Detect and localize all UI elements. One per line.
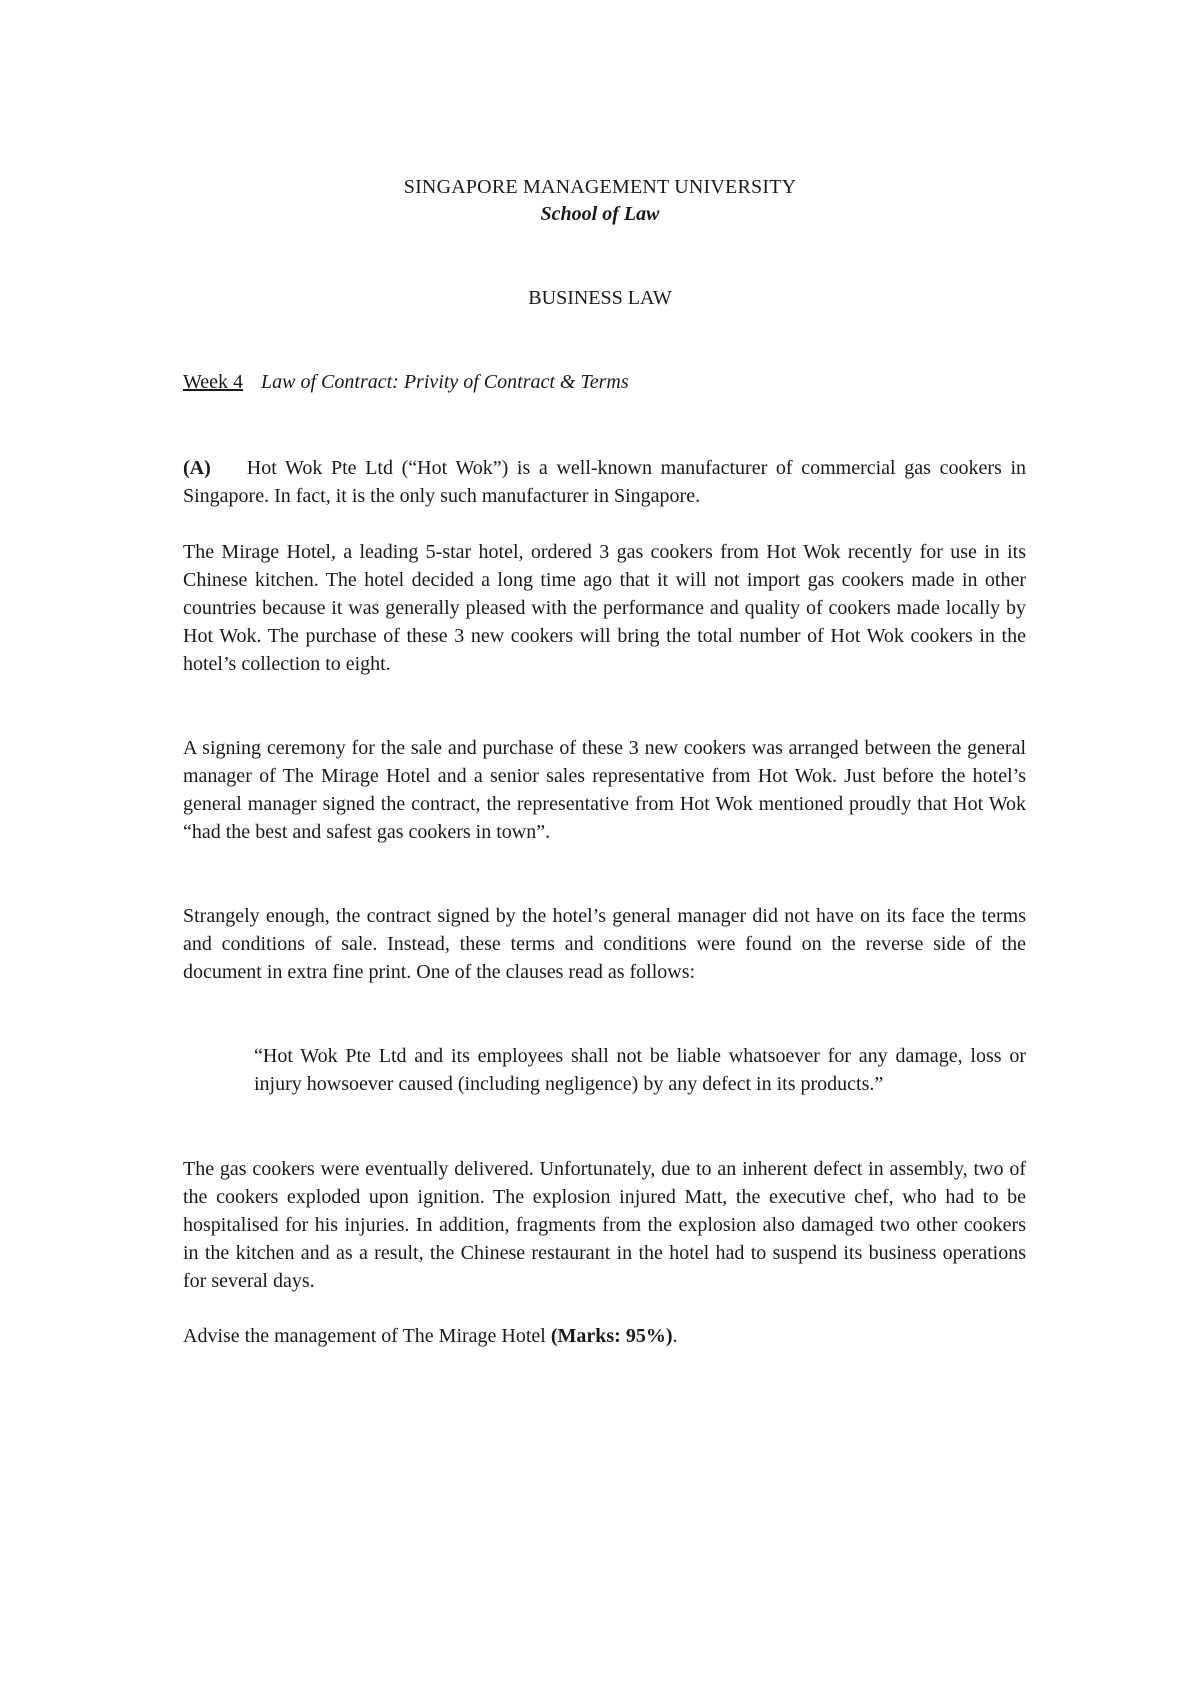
question-intro-text: Hot Wok Pte Ltd (“Hot Wok”) is a well-known manufacturer of commercial gas cookers in Singapore. In fact, it is the only such manufacturer in Singapore. xyxy=(183,457,1026,507)
paragraph-2: A signing ceremony for the sale and purchase of these 3 new cookers was arranged between the general manager of The Mirage Hotel and a senior sales representative from Hot Wok. Just before the hotel’s general manager signed the contract, the representative from Hot Wok mentioned proudly that Hot Wok “had the best and safest gas cookers in town”. xyxy=(183,737,1026,843)
marks-label: (Marks: 95%) xyxy=(550,1325,673,1347)
week-heading xyxy=(183,371,629,394)
paragraph-1: The Mirage Hotel, a leading 5-star hotel, ordered 3 gas cookers from Hot Wok recently for use in its Chinese kitchen. The hotel decided a long time ago that it will not import gas cookers made in other countries because it was generally pleased with the performance and quality of cookers made locally by Hot Wok. The purchase of these 3 new cookers will bring the total number of Hot Wok cookers in the hotel’s collection to eight. xyxy=(183,541,1026,675)
week-label: Week 4 xyxy=(183,371,244,393)
advise-end: . xyxy=(672,1325,678,1347)
question-intro xyxy=(183,454,1026,510)
course-title: BUSINESS LAW xyxy=(528,287,672,309)
school-name: School of Law xyxy=(540,203,660,225)
paragraph-4: The gas cookers were eventually delivered. Unfortunately, due to an inherent defect in assembly, two of the cookers exploded upon ignition. The explosion injured Matt, the executive chef, who had to be hospitalised for his injuries. In addition, fragments from the explosion also damaged two other cookers in the kitchen and as a result, the Chinese restaurant in the hotel had to suspend its business operations for several days. xyxy=(183,1158,1026,1292)
university-name: SINGAPORE MANAGEMENT UNIVERSITY xyxy=(403,176,797,198)
paragraph-3: Strangely enough, the contract signed by the hotel’s general manager did not have on its face the terms and conditions of sale. Instead, these terms and conditions were found on the reverse side of the document in extra fine print. One of the clauses read as follows: xyxy=(183,905,1026,983)
advise-text: Advise the management of The Mirage Hotel xyxy=(183,1325,551,1347)
advise-line xyxy=(183,1322,1026,1350)
week-topic: Law of Contract: Privity of Contract & Terms xyxy=(261,371,629,393)
question-label: (A) xyxy=(183,457,211,479)
exclusion-clause: “Hot Wok Pte Ltd and its employees shall not be liable whatsoever for any damage, loss or injury howsoever caused (including negligence) by any defect in its products.” xyxy=(254,1045,1026,1095)
